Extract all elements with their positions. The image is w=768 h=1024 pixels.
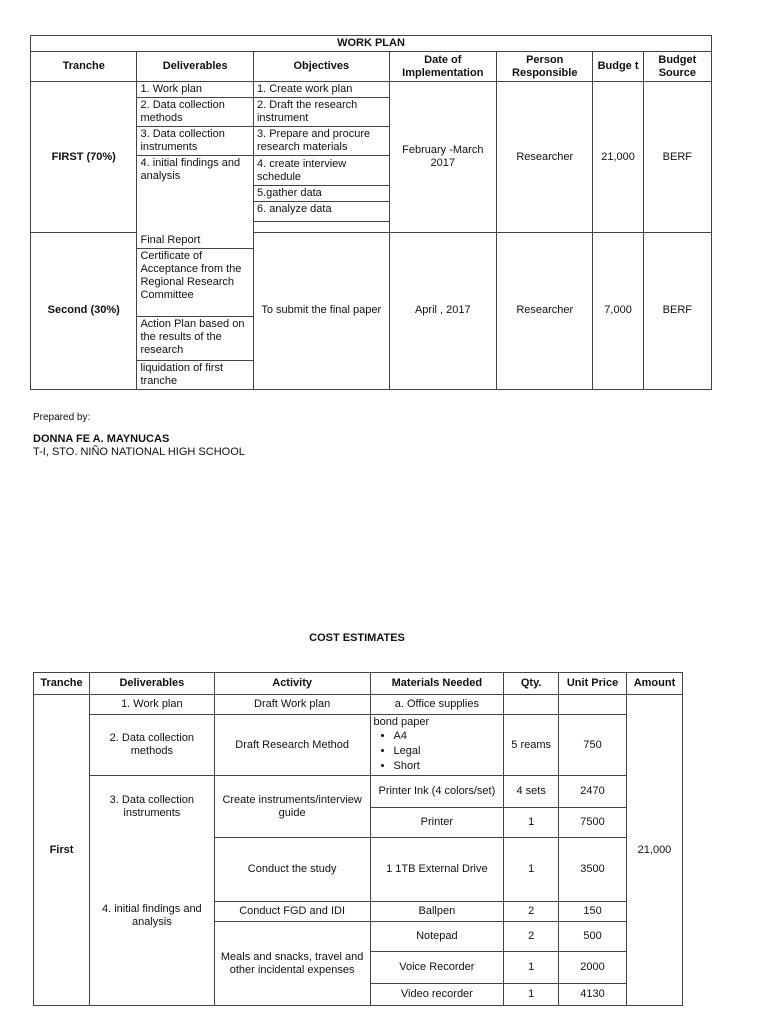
wp-deliverable: 1. Work plan <box>137 82 254 98</box>
qty-video: 1 <box>504 984 559 1006</box>
preparer-name: DONNA FE A. MAYNUCAS <box>33 433 170 445</box>
header-date: Date of Implementation <box>389 52 496 82</box>
preparer-position: T-I, STO. NIÑO NATIONAL HIGH SCHOOL <box>33 446 245 458</box>
wp-objective: 1. Create work plan <box>253 82 389 98</box>
qty-drive: 1 <box>504 838 559 902</box>
first-tranche: FIRST (70%) <box>31 82 137 233</box>
cost-header-activity: Activity <box>214 673 370 695</box>
second-source: BERF <box>643 233 711 390</box>
material-ballpen: Ballpen <box>370 902 504 922</box>
second-date: April , 2017 <box>389 233 496 390</box>
cost-tranche: First <box>34 695 90 1006</box>
cost-header-amount: Amount <box>626 673 682 695</box>
wp-objective: 5.gather data <box>253 186 389 202</box>
cost-deliverable: 4. initial findings and analysis <box>89 902 214 1006</box>
material-office: a. Office supplies <box>370 695 504 715</box>
wp-deliverable: Certificate of Acceptance from the Regional Research Committee <box>137 248 254 316</box>
price-video: 4130 <box>559 984 627 1006</box>
price-bond: 750 <box>559 715 627 776</box>
material-voice: Voice Recorder <box>370 952 504 984</box>
cost-amount: 21,000 <box>626 695 682 1006</box>
cost-deliverable: 2. Data collection methods <box>89 715 214 776</box>
wp-deliverable: 4. initial findings and analysis <box>137 156 254 233</box>
second-tranche: Second (30%) <box>31 233 137 390</box>
wp-deliverable: liquidation of first tranche <box>137 360 254 389</box>
price-voice: 2000 <box>559 952 627 984</box>
header-deliverables: Deliverables <box>137 52 254 82</box>
wp-deliverable: Action Plan based on the results of the research <box>137 316 254 360</box>
material-notepad: Notepad <box>370 922 504 952</box>
wp-objective: 6. analyze data <box>253 202 389 222</box>
qty-printer: 1 <box>504 808 559 838</box>
bond-paper-label: bond paper <box>373 716 430 728</box>
cost-header-unit-price: Unit Price <box>559 673 627 695</box>
first-budget: 21,000 <box>593 82 643 233</box>
cost-activity: Conduct the study <box>214 838 370 902</box>
bond-item: • A4 <box>394 729 501 744</box>
qty-empty <box>504 695 559 715</box>
wp-deliverable: 2. Data collection methods <box>137 98 254 127</box>
price-drive: 3500 <box>559 838 627 902</box>
second-objective: To submit the final paper <box>253 233 389 390</box>
cost-deliverable: 1. Work plan <box>89 695 214 715</box>
first-date: February -March 2017 <box>389 82 496 233</box>
bond-item: • Short <box>394 759 501 774</box>
cost-activity: Meals and snacks, travel and other incidental expenses <box>214 922 370 1006</box>
price-ink: 2470 <box>559 776 627 808</box>
qty-notepad: 2 <box>504 922 559 952</box>
material-bond <box>370 715 504 776</box>
material-ink: Printer Ink (4 colors/set) <box>370 776 504 808</box>
wp-objective: 2. Draft the research instrument <box>253 98 389 127</box>
material-drive: 1 1TB External Drive <box>370 838 504 902</box>
cost-estimates-table <box>33 672 683 1006</box>
first-person: Researcher <box>497 82 593 233</box>
cost-header-materials: Materials Needed <box>370 673 504 695</box>
header-objectives: Objectives <box>253 52 389 82</box>
qty-bond: 5 reams <box>504 715 559 776</box>
bond-item: • Legal <box>394 744 501 759</box>
header-source: Budget Source <box>643 52 711 82</box>
cost-activity: Conduct FGD and IDI <box>214 902 370 922</box>
cost-header-qty: Qty. <box>504 673 559 695</box>
wp-deliverable: Final Report <box>137 233 254 249</box>
first-source: BERF <box>643 82 711 233</box>
qty-voice: 1 <box>504 952 559 984</box>
cost-activity: Draft Research Method <box>214 715 370 776</box>
qty-ink: 4 sets <box>504 776 559 808</box>
wp-objective: 4. create interview schedule <box>253 156 389 186</box>
qty-ballpen: 2 <box>504 902 559 922</box>
header-tranche: Tranche <box>31 52 137 82</box>
prepared-by-label: Prepared by: <box>33 412 91 423</box>
header-budget: Budge t <box>593 52 643 82</box>
cost-activity: Draft Work plan <box>214 695 370 715</box>
second-budget: 7,000 <box>593 233 643 390</box>
cost-header-tranche: Tranche <box>34 673 90 695</box>
second-person: Researcher <box>497 233 593 390</box>
price-printer: 7500 <box>559 808 627 838</box>
header-person: Person Responsible <box>497 52 593 82</box>
cost-header-deliverables: Deliverables <box>89 673 214 695</box>
cost-title: COST ESTIMATES <box>309 632 405 644</box>
work-plan-table <box>30 35 712 390</box>
bond-paper-list <box>374 729 501 774</box>
material-printer: Printer <box>370 808 504 838</box>
price-ballpen: 150 <box>559 902 627 922</box>
price-notepad: 500 <box>559 922 627 952</box>
cost-activity: Create instruments/interview guide <box>214 776 370 838</box>
work-plan-title: WORK PLAN <box>31 36 712 52</box>
wp-deliverable: 3. Data collection instruments <box>137 127 254 156</box>
cost-deliverable: 3. Data collection instruments <box>89 776 214 902</box>
price-empty <box>559 695 627 715</box>
material-video: Video recorder <box>370 984 504 1006</box>
wp-objective-empty <box>253 222 389 233</box>
wp-objective: 3. Prepare and procure research materials <box>253 127 389 156</box>
